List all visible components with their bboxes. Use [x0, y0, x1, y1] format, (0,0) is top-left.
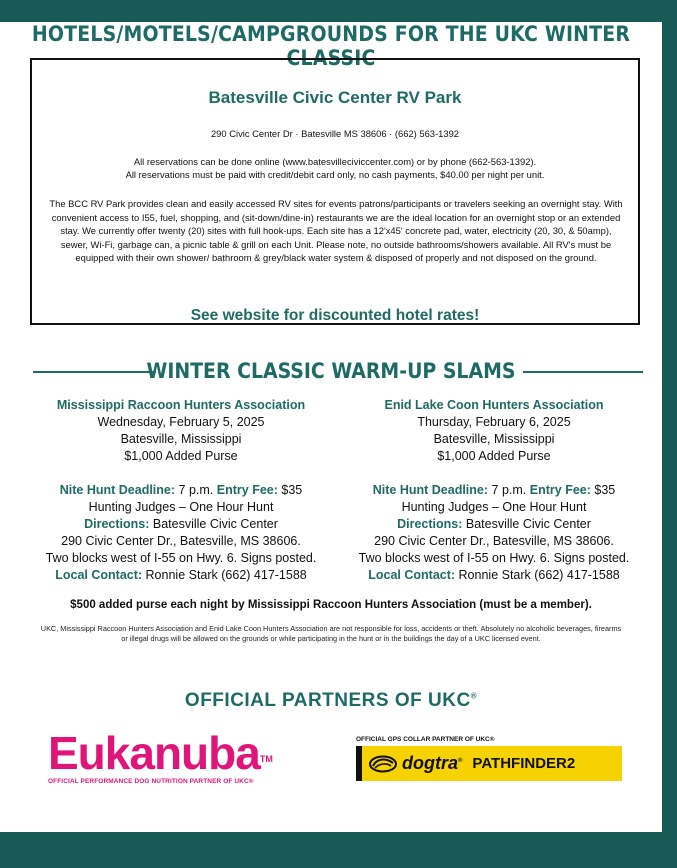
reservations-line-2: All reservations must be paid with credit/debit card only, no cash payments, $40.00 per night per unit. [125, 169, 545, 180]
event-directions-line [26, 516, 336, 533]
eukanuba-logo [48, 727, 328, 785]
dogtra-swirl-icon [368, 754, 398, 774]
fee-label: Entry Fee: [529, 483, 591, 497]
directions-label: Directions: [84, 517, 150, 531]
page-title: HOTELS/MOTELS/CAMPGROUNDS FOR THE UKC WINTER CLASSIC [31, 22, 631, 70]
dogtra-wordmark: dogtra [402, 753, 458, 773]
directions-value: Batesville Civic Center [152, 517, 278, 531]
slams-title: WINTER CLASSIC WARM-UP SLAMS [146, 359, 516, 383]
event-column-1 [26, 397, 336, 584]
event-deadline-line [26, 482, 336, 499]
deadline-label: Nite Hunt Deadline: [59, 483, 176, 497]
disclaimer: UKC, Mississippi Raccoon Hunters Association and Enid Lake Coon Hunters Association are not responsible for loss, accidents or theft. Absolutely no alcoholic beverages, firearms or illegal drugs will be allowed on the grounds or while participating in the hunt or in the buildings the day of a UKC licensed event. [40, 624, 622, 643]
event-judges: Hunting Judges – One Hour Hunt [88, 500, 274, 514]
added-purse-note: $500 added purse each night by Mississippi Raccoon Hunters Association (must be a member). [70, 599, 592, 611]
event-contact-line [339, 567, 649, 584]
rv-park-address: 290 Civic Center Dr · Batesville MS 38606 · (662) 563-1392 [210, 128, 460, 139]
partners-heading [0, 690, 662, 712]
rv-park-title: Batesville Civic Center RV Park [208, 88, 462, 107]
dogtra-registered-mark: ® [458, 758, 463, 764]
fee-value: $35 [594, 483, 616, 497]
event-location: Batesville, Mississippi [120, 432, 242, 446]
dogtra-tagline: OFFICIAL GPS COLLAR PARTNER OF UKC® [356, 736, 495, 743]
deadline-value: 7 p.m. [178, 483, 214, 497]
event-purse: $1,000 Added Purse [437, 449, 551, 463]
rv-park-box [30, 58, 640, 325]
event-note: Two blocks west of I-55 on Hwy. 6. Signs posted. [45, 551, 317, 565]
event-location: Batesville, Mississippi [433, 432, 555, 446]
eukanuba-wordmark: Eukanuba [48, 727, 260, 779]
deadline-label: Nite Hunt Deadline: [372, 483, 489, 497]
reservations-line-1: All reservations can be done online (www.batesvilleciviccenter.com) or by phone (662-563-1392). [133, 156, 537, 167]
eukanuba-trademark: TM [259, 754, 273, 764]
event-org: Mississippi Raccoon Hunters Association [56, 398, 306, 412]
dogtra-logo [356, 736, 622, 781]
event-directions-line [339, 516, 649, 533]
contact-label: Local Contact: [368, 568, 456, 582]
event-contact-line [26, 567, 336, 584]
directions-label: Directions: [397, 517, 463, 531]
deadline-value: 7 p.m. [491, 483, 527, 497]
rv-park-description: The BCC RV Park provides clean and easily accessed RV sites for events patrons/participants or travelers seeking an overnight stay. With convenient access to I55, fuel, shopping, and (sit-down/dine-in) restaurants we are the ideal location for an overnight stop or an extended stay. We currently offer twenty (20) sites with full hook-ups. Each site has a 12'x45' concrete pad, water, electricity (20, 30, & 50amp), sewer, Wi-Fi, garbage can, a picnic table & grill on each Unit. Please note, no outside bathrooms/showers available. All RV's must be equipped with their own shower/ bathroom & grey/black water system & disposed of properly and not disposed on the ground. [49, 198, 623, 263]
fee-label: Entry Fee: [216, 483, 278, 497]
eukanuba-tagline: OFFICIAL PERFORMANCE DOG NUTRITION PARTNER OF UKC® [48, 778, 254, 785]
event-org: Enid Lake Coon Hunters Association [384, 398, 604, 412]
dogtra-product: PATHFINDER2 [472, 755, 576, 772]
dogtra-banner [356, 746, 622, 781]
contact-label: Local Contact: [55, 568, 143, 582]
event-note: Two blocks west of I-55 on Hwy. 6. Signs posted. [358, 551, 630, 565]
rv-park-reservations [32, 155, 638, 181]
fee-value: $35 [281, 483, 303, 497]
event-column-2 [339, 397, 649, 584]
contact-value: Ronnie Stark (662) 417-1588 [145, 568, 307, 582]
hotel-rates-note: See website for discounted hotel rates! [190, 307, 480, 324]
event-date: Thursday, February 6, 2025 [417, 415, 571, 429]
event-purse: $1,000 Added Purse [124, 449, 238, 463]
contact-value: Ronnie Stark (662) 417-1588 [458, 568, 620, 582]
event-address: 290 Civic Center Dr., Batesville, MS 38606. [61, 534, 301, 548]
partners-registered-mark: ® [470, 691, 478, 701]
partners-title: OFFICIAL PARTNERS OF UKC [184, 690, 471, 711]
event-address: 290 Civic Center Dr., Batesville, MS 38606. [374, 534, 614, 548]
event-judges: Hunting Judges – One Hour Hunt [401, 500, 587, 514]
event-deadline-line [339, 482, 649, 499]
event-date: Wednesday, February 5, 2025 [97, 415, 265, 429]
directions-value: Batesville Civic Center [465, 517, 591, 531]
